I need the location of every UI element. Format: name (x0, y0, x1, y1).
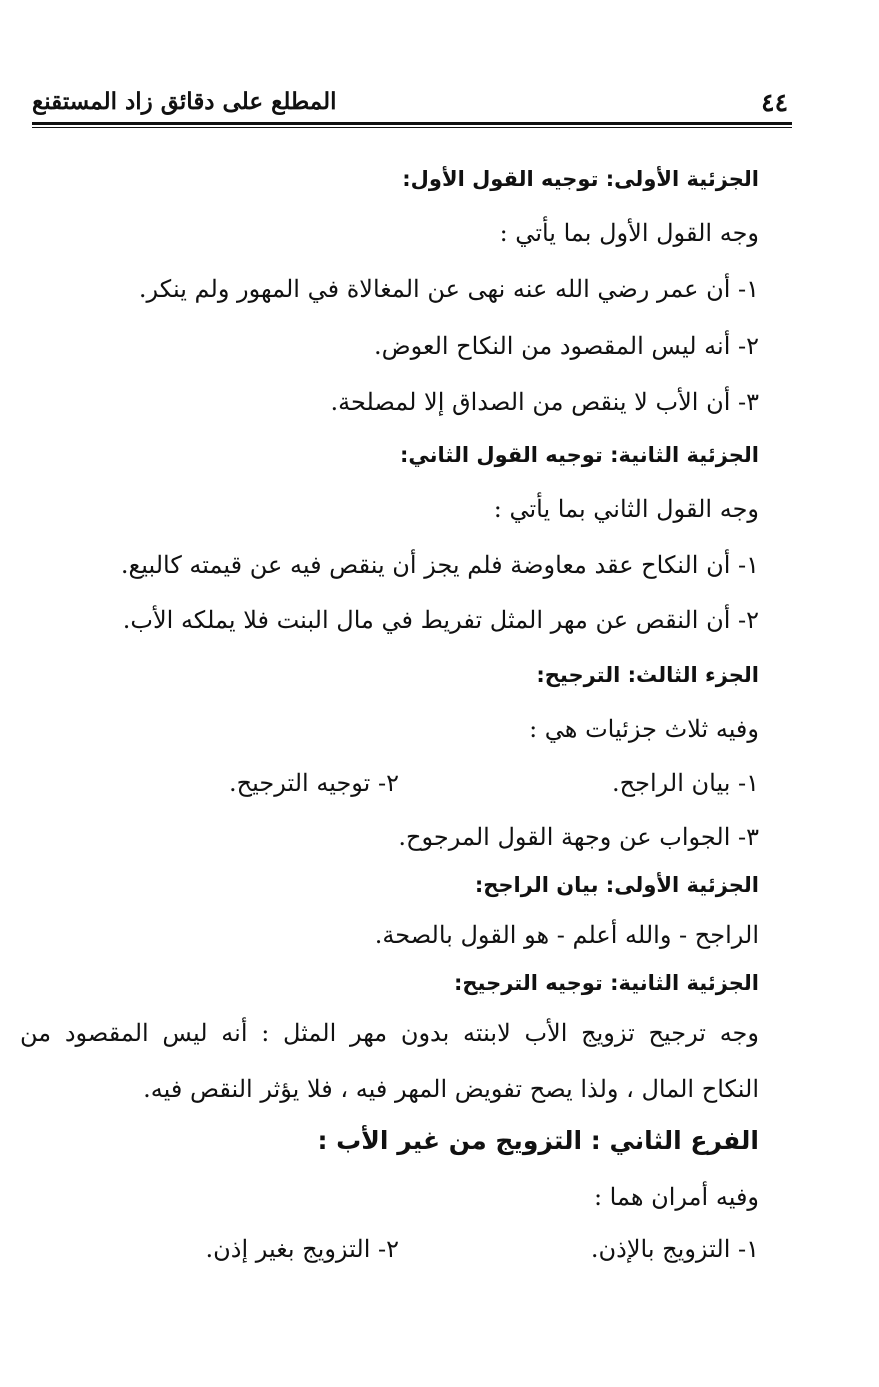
subheading-tawjih: الجزئية الثانية: توجيه الترجيح: (454, 971, 759, 995)
section-heading: الفرع الثاني : التزويج من غير الأب : (317, 1126, 759, 1155)
list-item: ٣- أن الأب لا ينقص من الصداق إلا لمصلحة. (330, 388, 759, 416)
text-line: الراجح - والله أعلم - هو القول بالصحة. (374, 921, 759, 949)
page-number: ٤٤ (761, 88, 788, 117)
list-item: ١- التزويج بالإذن. (590, 1235, 759, 1263)
running-title: المطلع على دقائق زاد المستقنع (32, 88, 337, 115)
text-line: وجه القول الثاني بما يأتي : (493, 495, 759, 523)
list-item: ٢- توجيه الترجيح. (229, 769, 399, 797)
paragraph-line: وجه ترجيح تزويج الأب لابنته بدون مهر المثل : أنه ليس المقصود من (20, 1019, 759, 1047)
paragraph-line: النكاح المال ، ولذا يصح تفويض المهر فيه ، فلا يؤثر النقص فيه. (143, 1075, 759, 1103)
list-item: ٢- أن النقص عن مهر المثل تفريط في مال البنت فلا يملكه الأب. (122, 606, 759, 634)
header-rule-thick (32, 122, 792, 125)
text-line: وجه القول الأول بما يأتي : (499, 219, 759, 247)
subheading-second-view: الجزئية الثانية: توجيه القول الثاني: (400, 443, 759, 467)
subheading-rajih: الجزئية الأولى: بيان الراجح: (474, 873, 759, 897)
heading-tarjih: الجزء الثالث: الترجيح: (536, 663, 759, 687)
header-rule-thin (32, 127, 792, 128)
list-item: ٢- التزويج بغير إذن. (205, 1235, 399, 1263)
list-pair (199, 1232, 759, 1266)
list-item: ١- بيان الراجح. (612, 769, 759, 797)
list-item: ٢- أنه ليس المقصود من النكاح العوض. (373, 332, 759, 360)
text-line: وفيه أمران هما : (593, 1183, 759, 1211)
list-item: ١- أن النكاح عقد معاوضة فلم يجز أن ينقص فيه عن قيمته كالبيع. (120, 551, 759, 579)
list-pair (199, 766, 759, 800)
list-item: ٣- الجواب عن وجهة القول المرجوح. (398, 823, 759, 851)
subheading-first-view: الجزئية الأولى: توجيه القول الأول: (402, 167, 759, 191)
list-item: ١- أن عمر رضي الله عنه نهى عن المغالاة في المهور ولم ينكر. (138, 275, 759, 303)
page-header (32, 82, 792, 128)
text-line: وفيه ثلاث جزئيات هي : (529, 715, 759, 743)
